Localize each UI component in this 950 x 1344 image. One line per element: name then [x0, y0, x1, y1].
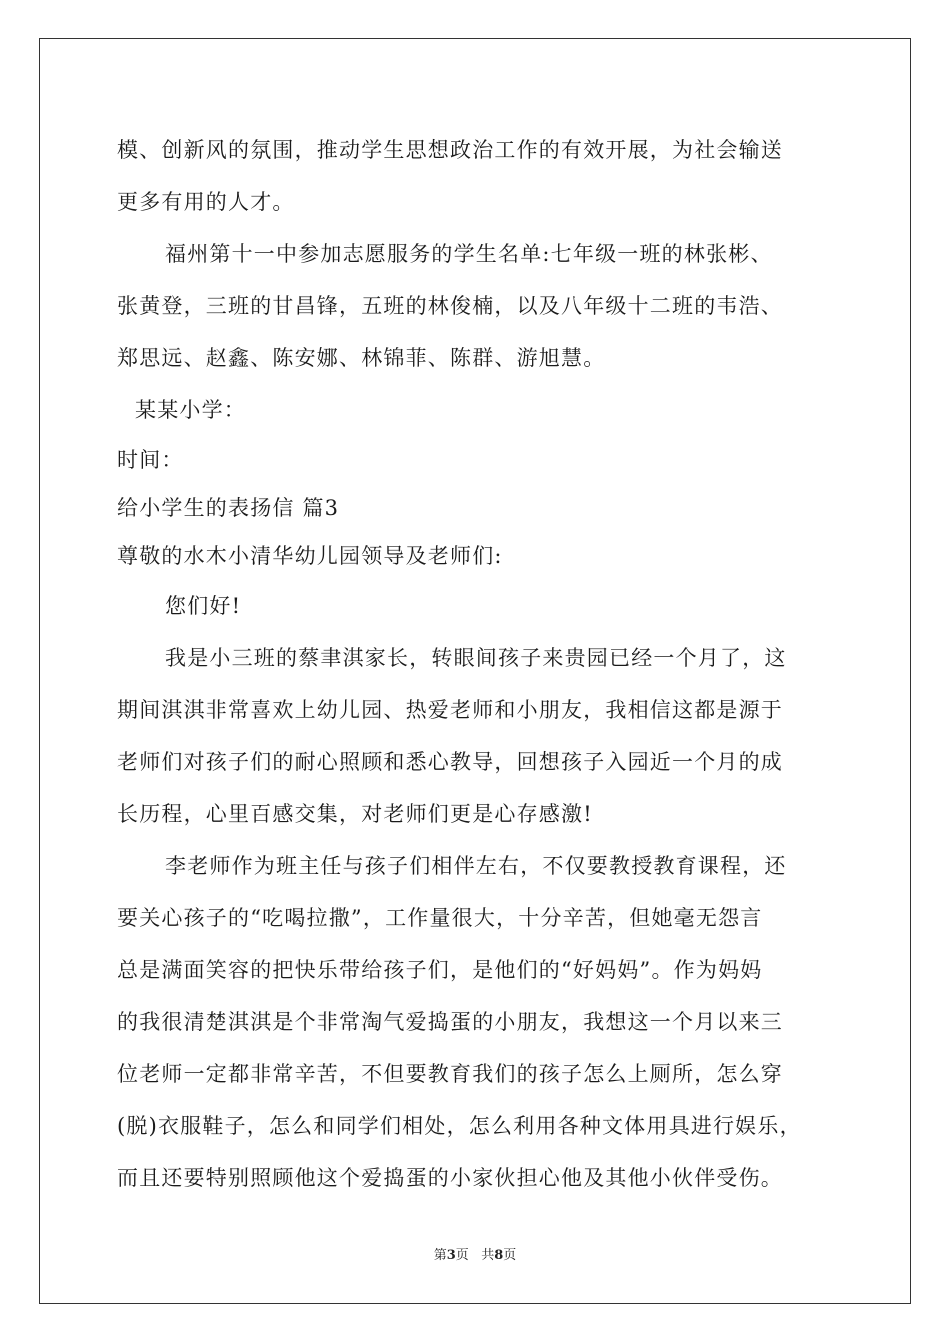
text-line: 的我很清楚淇淇是个非常淘气爱捣蛋的小朋友，我想这一个月以来三: [117, 1010, 783, 1034]
greeting: 您们好!: [165, 594, 242, 618]
text-line: 张黄登，三班的甘昌锋，五班的林俊楠，以及八年级十二班的韦浩、: [117, 294, 783, 318]
paragraph-start: 李老师作为班主任与孩子们相伴左右，不仅要教授教育课程，还: [165, 854, 787, 878]
text-line: 位老师一定都非常辛苦，不但要教育我们的孩子怎么上厕所，怎么穿: [117, 1062, 783, 1086]
footer-total-prefix: 共: [481, 1248, 495, 1263]
section-title: 给小学生的表扬信 篇3: [117, 496, 340, 520]
text-line: 老师们对孩子们的耐心照顾和悉心教导，回想孩子入园近一个月的成: [117, 750, 783, 774]
text-line: 更多有用的人才。: [117, 190, 295, 214]
salutation: 尊敬的水木小清华幼儿园领导及老师们:: [117, 544, 503, 568]
footer-page-suffix: 页: [455, 1248, 469, 1263]
paragraph-start: 福州第十一中参加志愿服务的学生名单:七年级一班的林张彬、: [165, 242, 773, 266]
text-line: 而且还要特别照顾他这个爱捣蛋的小家伙担心他及其他小伙伴受伤。: [117, 1166, 783, 1190]
page-footer: [0, 1244, 950, 1263]
document-body: [117, 124, 837, 1204]
signature-time: 时间：: [117, 448, 184, 472]
text-line: 模、创新风的氛围，推动学生思想政治工作的有效开展，为社会输送: [117, 138, 783, 162]
text-line: (脱)衣服鞋子，怎么和同学们相处，怎么利用各种文体用具进行娱乐，: [117, 1114, 802, 1138]
footer-prefix: 第: [433, 1248, 447, 1263]
text-line: 期间淇淇非常喜欢上幼儿园、热爱老师和小朋友，我相信这都是源于: [117, 698, 783, 722]
footer-total-suffix: 页: [503, 1248, 517, 1263]
signature-school: 某某小学：: [135, 398, 246, 422]
text-line: 总是满面笑容的把快乐带给孩子们，是他们的“好妈妈”。作为妈妈: [117, 958, 763, 982]
footer-page-number: 3: [446, 1248, 456, 1263]
text-line: 要关心孩子的“吃喝拉撒”，工作量很大，十分辛苦，但她毫无怨言: [117, 906, 763, 930]
paragraph-start: 我是小三班的蔡聿淇家长，转眼间孩子来贵园已经一个月了，这: [165, 646, 787, 670]
text-line: 郑思远、赵鑫、陈安娜、林锦菲、陈群、游旭慧。: [117, 346, 606, 370]
footer-total-pages: 8: [494, 1248, 504, 1263]
text-line: 长历程，心里百感交集，对老师们更是心存感激!: [117, 802, 593, 826]
